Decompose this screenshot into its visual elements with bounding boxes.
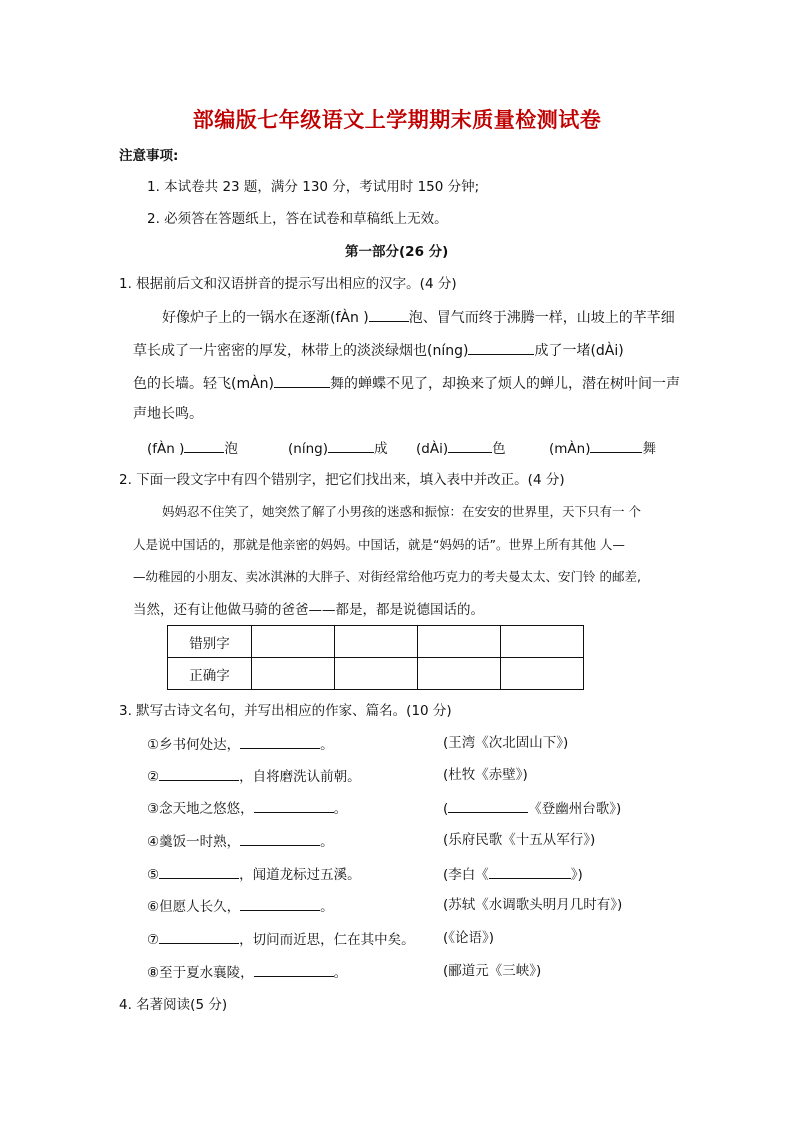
q3-blank[interactable] [240,896,320,911]
q3-line-1 [147,734,334,754]
q3-blank[interactable] [254,798,334,813]
q4-prompt: 4. 名著阅读(5 分) [119,997,228,1013]
q3-line-text: 。 [333,801,348,817]
q3-source-7: (《论语》) [443,930,495,946]
q3-line-text: 。 [320,737,334,753]
q3-blank[interactable] [159,929,239,944]
q1-prompt: 1. 根据前后文和汉语拼音的提示写出相应的汉字。(4 分) [119,276,457,292]
q3-source-text: 》) [570,867,583,883]
q2-prompt: 2. 下面一段文字中有四个错别字，把它们找出来，填入表中并改正。(4 分) [119,472,565,488]
q3-line-text: ⑧至于夏水襄陵， [147,965,254,981]
q3-blank[interactable] [254,962,334,977]
q1-answer-row [288,438,387,458]
table-header-correct: 正确字 [168,658,252,690]
q3-source-text: ( [443,801,449,817]
q3-line-text: ，自将磨洗认前朝。 [239,769,361,785]
q1-passage-text: 草长成了一片密密的厚发，林带上的淡淡绿烟也(níng) [133,343,469,359]
q1-answer-4-char: 舞 [642,441,656,457]
q3-source-5 [443,864,583,884]
q1-blank-1[interactable] [369,307,409,322]
q3-prompt: 3. 默写古诗文名句，并写出相应的作家、篇名。(10 分) [119,703,452,719]
correction-table [167,625,584,690]
q3-line-text: 。 [333,965,348,981]
q3-line-2 [147,766,361,786]
q3-source-4: (乐府民歌《十五从军行》) [443,832,596,848]
q1-answer-row [549,438,656,458]
q3-line-7 [147,929,415,949]
q3-line-text: ①乡书何处达， [147,737,241,753]
table-cell[interactable] [335,658,418,690]
table-row [168,626,584,658]
q3-line-text: 。 [320,834,334,850]
table-cell[interactable] [335,626,418,658]
q3-blank[interactable] [159,766,239,781]
q3-line-8 [147,962,347,982]
q1-answer-3-char: 色 [492,441,506,457]
q3-source-blank[interactable] [489,864,571,879]
q2-passage-line-4: 当然，还有让他做马骑的爸爸——都是，都是说德国话的。 [133,602,484,618]
q3-line-text: ，切问而近思，仁在其中矣。 [239,932,415,948]
q3-blank[interactable] [159,864,239,879]
q1-passage-line-2 [133,340,624,360]
q3-line-text: ③念天地之悠悠， [147,801,254,817]
q1-passage-text: 成了一堵(dÀi) [534,343,624,359]
q1-answer-4-pinyin: (mÀn) [549,441,591,457]
q2-passage-line-3: —幼稚园的小朋友、卖冰淇淋的大胖子、对街经常给他巧克力的考夫曼太太、安门铃 的邮差, [133,569,641,584]
q1-answer-2-pinyin: (níng) [288,441,328,457]
q1-passage-text: 泡、冒气而终于沸腾一样，山坡上的芊芊细 [408,310,675,326]
q3-source-6: (苏轼《水调歌头明月几时有》) [443,897,623,913]
q1-answer-row [416,438,506,458]
table-row [168,658,584,690]
q3-source-1: (王湾《次北固山下》) [443,735,569,751]
q3-blank[interactable] [240,734,320,749]
notice-item-2: 2. 必须答在答题纸上，答在试卷和草稿纸上无效。 [147,211,448,227]
table-cell[interactable] [501,658,584,690]
q2-passage-line-2: 人是说中国话的，那就是他亲密的妈妈。中国话，就是“妈妈的话”。世界上所有其他 人— [133,537,625,552]
table-cell[interactable] [418,626,501,658]
q1-passage-line-4: 声地长鸣。 [133,406,203,422]
q3-line-text: ⑦ [147,932,160,948]
table-cell[interactable] [501,626,584,658]
q1-answer-3-pinyin: (dÀi) [416,441,449,457]
q1-blank-3[interactable] [274,373,330,388]
exam-title: 部编版七年级语文上学期期末质量检测试卷 [192,107,602,132]
table-header-wrong: 错别字 [168,626,252,658]
q3-line-text: ② [147,769,160,785]
q3-line-text: ④羹饭一时熟， [147,834,241,850]
q3-line-text: ⑤ [147,867,160,883]
notice-heading: 注意事项: [119,148,179,164]
table-cell[interactable] [418,658,501,690]
q1-passage-line-3 [133,373,680,393]
q3-line-3 [147,798,347,818]
q1-answer-row [147,438,238,458]
q3-line-5 [147,864,361,884]
table-cell[interactable] [252,658,335,690]
part1-heading: 第一部分(26 分) [345,244,449,260]
q3-blank[interactable] [240,831,320,846]
q1-answer-2-blank[interactable] [328,438,374,453]
q1-answer-1-pinyin: (fÀn ) [147,441,185,457]
q1-passage-text: 色的长墙。轻飞(mÀn) [133,376,275,392]
notice-item-1: 1. 本试卷共 23 题，满分 130 分，考试用时 150 分钟; [147,179,480,195]
q1-answer-2-char: 成 [373,441,388,457]
q1-answer-3-blank[interactable] [448,438,492,453]
q3-source-2: (杜牧《赤壁》) [443,767,528,783]
q3-line-text: 。 [320,899,334,915]
q3-source-8: (郦道元《三峡》) [443,963,542,979]
q1-passage-text: 好像炉子上的一锅水在逐渐(fÀn ) [162,310,369,326]
q3-line-6 [147,896,334,916]
q1-answer-4-blank[interactable] [590,438,642,453]
q3-source-3 [443,798,621,818]
q3-line-4 [147,831,334,851]
q1-answer-1-char: 泡 [224,441,238,457]
q3-line-text: ，闻道龙标过五溪。 [239,867,361,883]
q3-source-text: 《登幽州台歌》) [528,801,622,817]
q3-source-text: (李白《 [443,867,489,883]
table-cell[interactable] [252,626,335,658]
q2-passage-line-1: 妈妈忍不住笑了，她突然了解了小男孩的迷惑和振惊：在安安的世界里，天下只有一 个 [162,504,641,519]
q1-blank-2[interactable] [468,340,534,355]
q3-line-text: ⑥但愿人长久， [147,899,241,915]
q1-passage-line-1 [162,307,675,327]
q3-source-blank[interactable] [448,798,528,813]
q1-answer-1-blank[interactable] [184,438,224,453]
q1-passage-text: 舞的蝉蝶不见了，却换来了烦人的蝉儿，潜在树叶间一声 [330,376,681,392]
